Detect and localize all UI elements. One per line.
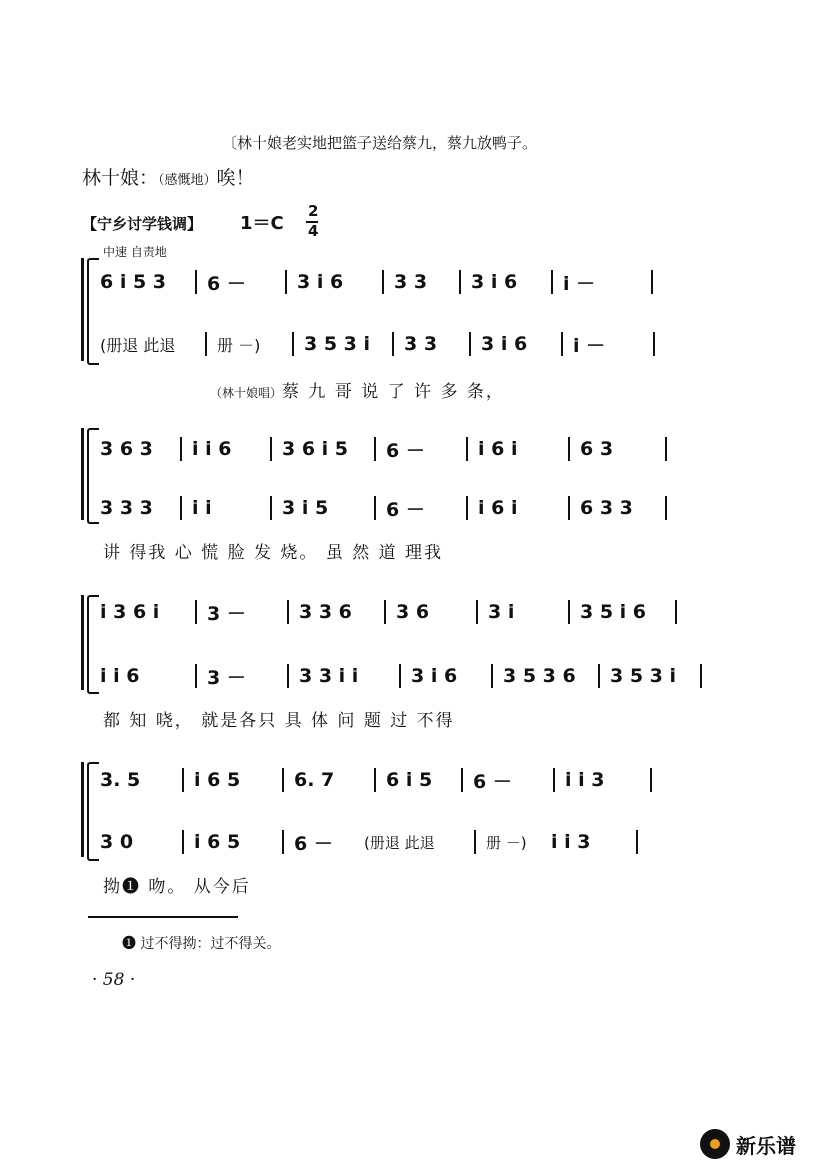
measure: 3 5 3 i bbox=[304, 333, 371, 355]
accompaniment-line bbox=[100, 662, 712, 690]
barline bbox=[182, 768, 184, 792]
measure: 3 6 3 bbox=[100, 438, 153, 460]
measure: 6 － bbox=[294, 832, 333, 855]
voice-line bbox=[100, 766, 662, 794]
speaker-aside: （感慨地） bbox=[158, 173, 217, 188]
barline bbox=[665, 437, 667, 461]
system-brace bbox=[87, 595, 99, 694]
barline bbox=[651, 270, 653, 294]
record-disc-icon bbox=[700, 1129, 730, 1159]
barline bbox=[382, 270, 384, 294]
measure: 6 － bbox=[473, 770, 512, 793]
measure: 3 3 bbox=[404, 333, 438, 355]
measure: 6. 7 bbox=[294, 769, 335, 791]
speaker-exclaim: 唉！ bbox=[216, 167, 255, 189]
measure: 3 i 5 bbox=[282, 497, 329, 519]
measure: 3 i 6 bbox=[481, 333, 528, 355]
barline bbox=[374, 437, 376, 461]
lyric-line bbox=[103, 706, 455, 731]
measure: 3 6 bbox=[396, 601, 430, 623]
measure: 6 － bbox=[386, 498, 425, 521]
system-bracket bbox=[81, 762, 84, 857]
measure: 册 －) bbox=[486, 833, 527, 852]
accompaniment-line bbox=[100, 330, 665, 358]
barline bbox=[384, 600, 386, 624]
barline bbox=[491, 664, 493, 688]
barline bbox=[636, 830, 638, 854]
barline bbox=[466, 496, 468, 520]
time-sig-top: 2 bbox=[308, 202, 319, 220]
barline bbox=[653, 332, 655, 356]
barline bbox=[195, 270, 197, 294]
barline bbox=[292, 332, 294, 356]
measure: 3 － bbox=[207, 666, 246, 689]
barline bbox=[568, 496, 570, 520]
speaker-name: 林十娘： bbox=[82, 167, 159, 189]
system-brace bbox=[87, 762, 99, 861]
voice-line bbox=[100, 598, 687, 626]
measure: 6 i 5 3 bbox=[100, 271, 167, 293]
barline bbox=[665, 496, 667, 520]
measure: 3 i 6 bbox=[471, 271, 518, 293]
measure: i i 3 bbox=[551, 831, 591, 853]
measure: 册 －) bbox=[217, 335, 261, 355]
measure: 3 5 3 i bbox=[610, 665, 677, 687]
barline bbox=[675, 600, 677, 624]
barline bbox=[461, 768, 463, 792]
measure: i 6 5 bbox=[194, 769, 241, 791]
lyric-line bbox=[103, 872, 251, 897]
barline bbox=[374, 768, 376, 792]
stage-direction: 〔林十娘老实地把篮子送给蔡九，蔡九放鸭子。 bbox=[222, 134, 538, 152]
barline bbox=[392, 332, 394, 356]
lyric-text: 蔡 九 哥 说 了 许 多 条， bbox=[282, 382, 505, 402]
barline bbox=[568, 437, 570, 461]
accompaniment-line bbox=[100, 494, 677, 522]
key-signature: 1＝C bbox=[240, 213, 284, 234]
barline bbox=[282, 768, 284, 792]
measure: i 3 6 i bbox=[100, 601, 160, 623]
system-brace bbox=[87, 428, 99, 524]
barline bbox=[700, 664, 702, 688]
barline bbox=[466, 437, 468, 461]
measure: i － bbox=[573, 334, 606, 357]
barline bbox=[270, 496, 272, 520]
measure: 6 3 3 bbox=[580, 497, 633, 519]
lyric-text: 都 知 哓， 就是各只 具 体 问 题 过 不得 bbox=[103, 711, 455, 731]
measure: 3 0 bbox=[100, 831, 134, 853]
measure: i i bbox=[192, 497, 212, 519]
measure: (册退 此退 bbox=[364, 833, 435, 852]
barline bbox=[195, 600, 197, 624]
speaker-line bbox=[82, 163, 255, 190]
lyric-text: 拗❶ 吻。 从今后 bbox=[103, 877, 251, 897]
measure: 6 3 bbox=[580, 438, 614, 460]
watermark-logo bbox=[700, 1125, 796, 1163]
system-bracket bbox=[81, 428, 84, 520]
footnote-rule bbox=[88, 916, 238, 918]
measure: 3 3 6 bbox=[299, 601, 352, 623]
measure: 3 3 3 bbox=[100, 497, 153, 519]
measure: 3 5 i 6 bbox=[580, 601, 647, 623]
lyric-line bbox=[103, 538, 443, 563]
barline bbox=[459, 270, 461, 294]
barline bbox=[561, 332, 563, 356]
measure: 3 i 6 bbox=[297, 271, 344, 293]
measure: 3 i 6 bbox=[411, 665, 458, 687]
barline bbox=[374, 496, 376, 520]
accompaniment-line bbox=[100, 828, 648, 856]
measure: 6 － bbox=[386, 439, 425, 462]
voice-line bbox=[100, 435, 677, 463]
measure: 3 － bbox=[207, 602, 246, 625]
lyric-prefix: （林十娘唱） bbox=[210, 386, 283, 400]
footnote: ❶ 过不得拗：过不得关。 bbox=[122, 936, 281, 952]
measure: 3 5 3 6 bbox=[503, 665, 576, 687]
barline bbox=[553, 768, 555, 792]
measure: 6 i 5 bbox=[386, 769, 433, 791]
measure: 3 3 i i bbox=[299, 665, 359, 687]
barline bbox=[598, 664, 600, 688]
barline bbox=[399, 664, 401, 688]
barline bbox=[180, 437, 182, 461]
barline bbox=[476, 600, 478, 624]
barline bbox=[568, 600, 570, 624]
measure: i － bbox=[563, 272, 596, 295]
voice-line bbox=[100, 268, 663, 296]
measure: i 6 i bbox=[478, 497, 518, 519]
system-bracket bbox=[81, 258, 84, 361]
measure: i i 3 bbox=[565, 769, 605, 791]
barline bbox=[282, 830, 284, 854]
barline bbox=[551, 270, 553, 294]
system-bracket bbox=[81, 595, 84, 690]
time-sig-bottom: 4 bbox=[308, 222, 319, 240]
measure: i i 6 bbox=[100, 665, 140, 687]
barline bbox=[287, 664, 289, 688]
measure: 3 i bbox=[488, 601, 515, 623]
barline bbox=[182, 830, 184, 854]
barline bbox=[469, 332, 471, 356]
measure: i i 6 bbox=[192, 438, 232, 460]
page-number: · 58 · bbox=[92, 970, 136, 990]
watermark-text: 新乐谱 bbox=[736, 1133, 796, 1158]
tempo-marking: 中速 自责地 bbox=[103, 245, 167, 259]
barline bbox=[650, 768, 652, 792]
measure: i 6 5 bbox=[194, 831, 241, 853]
barline bbox=[270, 437, 272, 461]
lyric-line bbox=[210, 377, 505, 402]
barline bbox=[474, 830, 476, 854]
system-brace bbox=[87, 258, 99, 365]
measure: i 6 i bbox=[478, 438, 518, 460]
barline bbox=[195, 664, 197, 688]
measure: 3 6 i 5 bbox=[282, 438, 349, 460]
lyric-text: 讲 得我 心 慌 脸 发 烧。 虽 然 道 理我 bbox=[103, 543, 444, 563]
measure: 3. 5 bbox=[100, 769, 141, 791]
barline bbox=[180, 496, 182, 520]
barline bbox=[285, 270, 287, 294]
barline bbox=[287, 600, 289, 624]
tune-name: 【宁乡讨学钱调】 bbox=[82, 215, 203, 233]
barline bbox=[205, 332, 207, 356]
measure: 3 3 bbox=[394, 271, 428, 293]
measure: (册退 此退 bbox=[100, 335, 176, 355]
measure: 6 － bbox=[207, 272, 246, 295]
